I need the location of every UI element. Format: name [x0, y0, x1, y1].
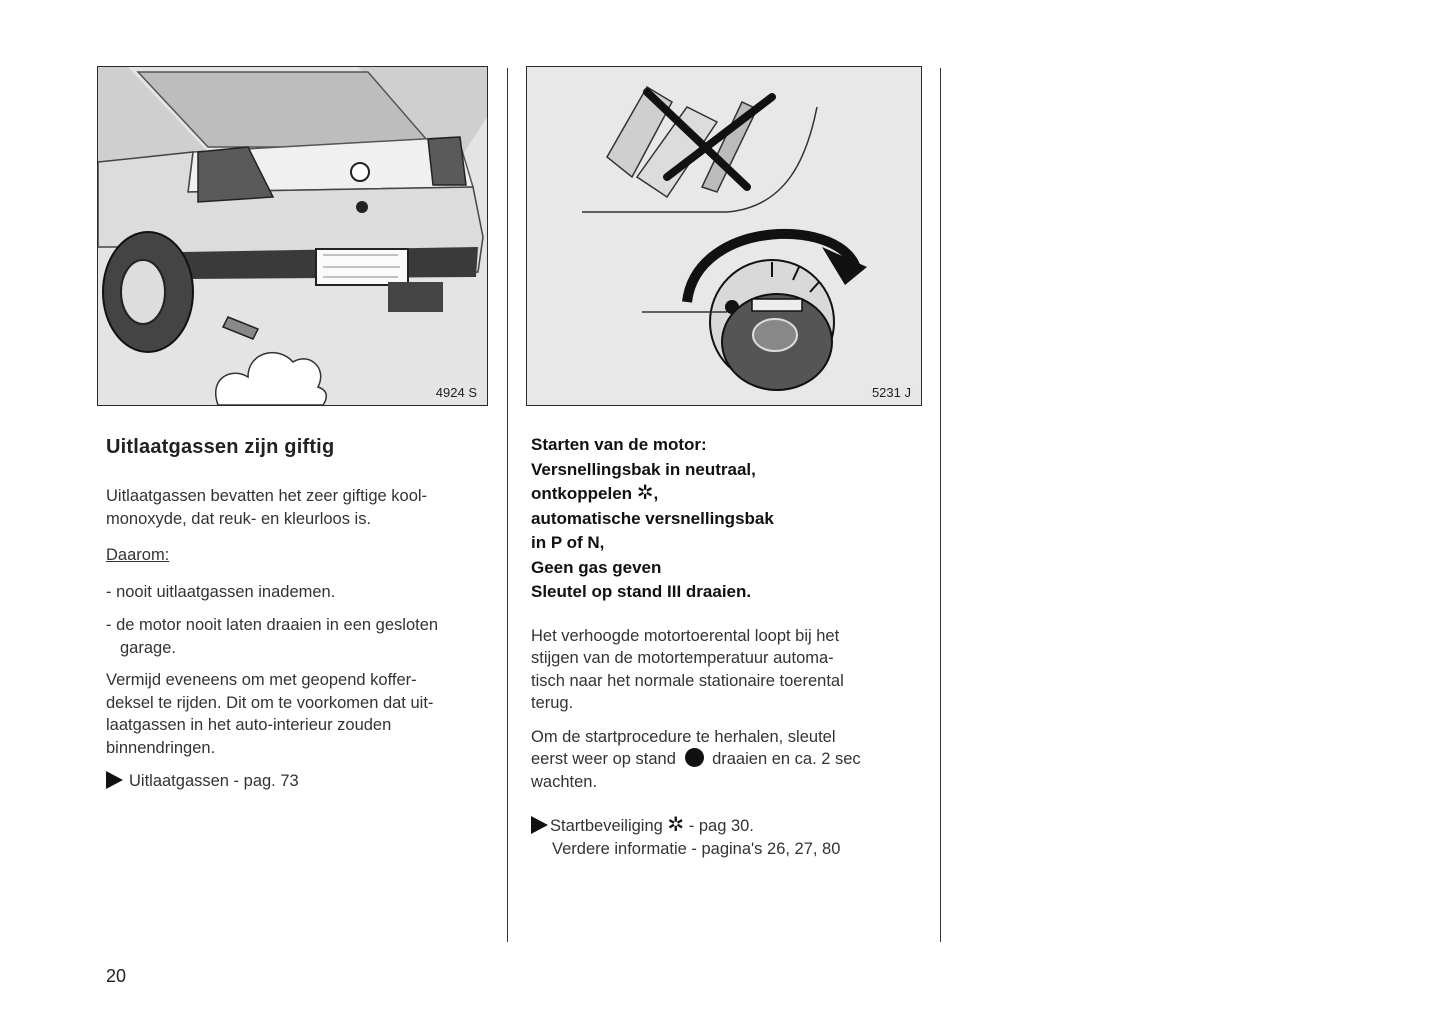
restart-line-2-pre: eerst weer op stand: [531, 750, 681, 768]
figure-label-left: 4924 S: [435, 385, 477, 400]
reference-exhaust: [106, 770, 496, 793]
intro-line-2: monoxyde, dat reuk- en kleurloos is.: [106, 509, 372, 528]
intro-line-1: Uitlaatgassen bevatten het zeer giftige kool-: [106, 487, 428, 505]
reference-immobiliser-page: - pag 30.: [684, 817, 754, 835]
position-dot-icon: [685, 748, 704, 767]
instruction-line-5: in P of N,: [531, 533, 605, 552]
idle-line-1: Het verhoogde motortoerental loopt bij het: [531, 626, 840, 645]
instruction-line-3: [531, 482, 931, 507]
exhaust-figure: [97, 66, 488, 406]
trunk-line-3: laatgassen in het auto-interieur zouden: [106, 716, 392, 734]
restart-line-2: [531, 748, 931, 771]
idle-line-2: stijgen van de motortemperatuur automa-: [531, 649, 834, 667]
trunk-line-1: Vermijd eveneens om met geopend koffer-: [106, 671, 417, 689]
instruction-line-1: Starten van de motor:: [531, 435, 707, 454]
page-number: 20: [106, 966, 127, 986]
restart-paragraph: [531, 726, 931, 794]
ignition-figure: [526, 66, 922, 406]
bullet-2-line-1: - de motor nooit laten draaien in een gesloten: [106, 616, 439, 634]
pedal-ignition-illustration: [527, 67, 921, 405]
right-column: [531, 433, 931, 860]
instruction-line-3-comma: ,: [653, 484, 659, 503]
daarom-label: Daarom:: [106, 546, 170, 564]
restart-line-2-post: draaien en ca. 2 sec: [707, 750, 861, 768]
reference-immobiliser-text: Startbeveiliging: [550, 817, 668, 835]
instruction-line-2: Versnellingsbak in neutraal,: [531, 459, 756, 479]
idle-line-4: terug.: [531, 694, 574, 712]
column-divider-left: [507, 68, 508, 942]
reference-immobiliser: [531, 815, 931, 838]
bullet-2: [106, 614, 496, 659]
restart-line-1: Om de startprocedure te herhalen, sleutel: [531, 727, 836, 746]
bullet-1: - nooit uitlaatgassen inademen.: [106, 582, 336, 601]
section-heading: Uitlaatgassen zijn giftig: [106, 436, 335, 458]
instruction-line-4: automatische versnellingsbak: [531, 508, 774, 528]
restart-line-3: wachten.: [531, 772, 598, 791]
left-column: [106, 436, 496, 793]
trunk-paragraph: [106, 669, 496, 759]
instruction-line-7: Sleutel op stand III draaien.: [531, 582, 752, 601]
trunk-line-2: deksel te rijden. Dit om te voorkomen dat uit-: [106, 693, 434, 712]
idle-line-3: tisch naar het normale stationaire toerental: [531, 671, 844, 690]
reference-exhaust-text: Uitlaatgassen - pag. 73: [129, 772, 299, 790]
instruction-line-3-text: ontkoppelen: [531, 484, 637, 503]
references-block: [531, 815, 931, 860]
triangle-pointer-icon: [531, 816, 548, 834]
starting-instructions: [531, 433, 931, 605]
car-rear-illustration: [98, 67, 487, 405]
snowflake-icon: ✲: [636, 482, 654, 504]
reference-more-info: Verdere informatie - pagina's 26, 27, 80: [552, 839, 841, 858]
idle-paragraph: [531, 625, 931, 715]
instruction-line-6: Geen gas geven: [531, 557, 662, 577]
snowflake-icon: ✲: [667, 814, 685, 836]
column-divider-right: [940, 68, 941, 942]
figure-label-right: 5231 J: [871, 385, 911, 400]
trunk-line-4: binnendringen.: [106, 738, 216, 757]
triangle-pointer-icon: [106, 771, 123, 789]
intro-paragraph: [106, 485, 496, 530]
bullet-2-line-2: garage.: [120, 638, 176, 657]
